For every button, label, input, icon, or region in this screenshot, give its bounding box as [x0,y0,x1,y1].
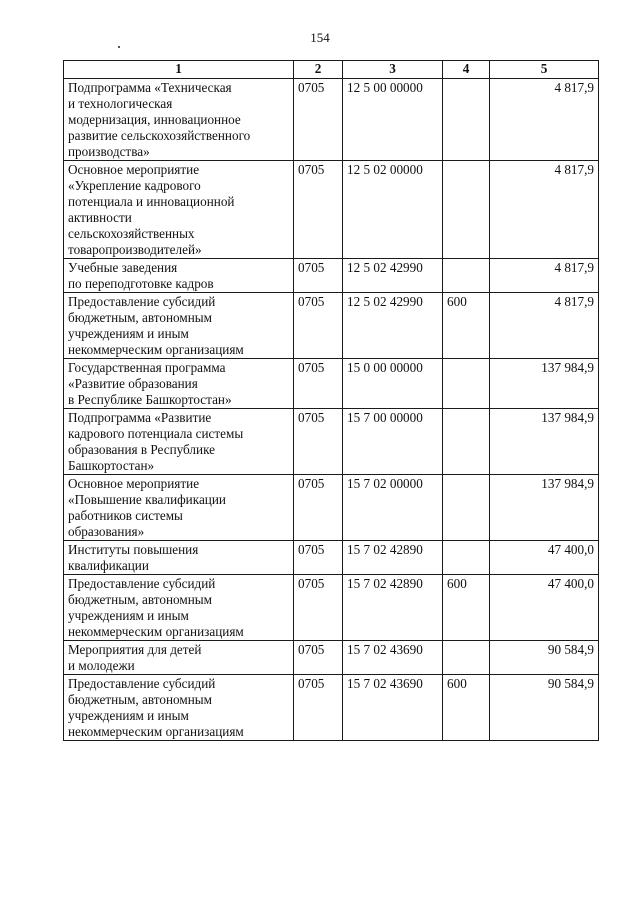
row-name-line: учреждениям и иным [68,708,189,723]
row-name-line: производства» [68,144,150,159]
section-code-cell: 0705 [294,409,343,475]
amount-cell: 4 817,9 [490,79,599,161]
row-name-line: товаропроизводителей» [68,242,202,257]
column-header-5: 5 [490,61,599,79]
column-header-2: 2 [294,61,343,79]
row-name-cell [64,475,294,541]
table-row [64,79,599,161]
row-name-line: Башкортостан» [68,458,155,473]
table-row [64,293,599,359]
expense-type-cell [443,409,490,475]
row-name-line: «Повышение квалификации [68,492,226,507]
row-name-cell [64,575,294,641]
row-name-line: «Развитие образования [68,376,198,391]
column-header-1: 1 [64,61,294,79]
amount-cell: 4 817,9 [490,259,599,293]
row-name-cell [64,641,294,675]
section-code-cell: 0705 [294,475,343,541]
row-name-cell [64,79,294,161]
row-name-line: бюджетным, автономным [68,310,212,325]
expense-type-cell [443,641,490,675]
expense-type-cell: 600 [443,293,490,359]
column-header-3: 3 [343,61,443,79]
target-code-cell: 15 7 02 43690 [343,675,443,741]
row-name-cell [64,409,294,475]
amount-cell: 4 817,9 [490,293,599,359]
section-code-cell: 0705 [294,79,343,161]
amount-cell: 47 400,0 [490,541,599,575]
expense-type-cell [443,161,490,259]
row-name-line: «Укрепление кадрового [68,178,201,193]
row-name-line: некоммерческим организациям [68,724,244,739]
row-name-line: Учебные заведения [68,260,178,275]
amount-cell: 137 984,9 [490,359,599,409]
amount-cell: 137 984,9 [490,409,599,475]
row-name-line: некоммерческим организациям [68,342,244,357]
section-code-cell: 0705 [294,675,343,741]
row-name-line: кадрового потенциала системы [68,426,244,441]
page-number: 154 [310,30,330,45]
row-name-line: образования в Республике [68,442,216,457]
row-name-line: Основное мероприятие [68,162,200,177]
row-name-line: бюджетным, автономным [68,692,212,707]
table-row [64,541,599,575]
row-name-line: бюджетным, автономным [68,592,212,607]
target-code-cell: 15 7 02 42890 [343,541,443,575]
row-name-line: некоммерческим организациям [68,624,244,639]
section-code-cell: 0705 [294,259,343,293]
expense-type-cell [443,259,490,293]
row-name-line: Предоставление субсидий [68,576,216,591]
row-name-line: Мероприятия для детей [68,642,202,657]
row-name-line: образования» [68,524,145,539]
row-name-line: и молодежи [68,658,135,673]
row-name-line: учреждениям и иным [68,326,189,341]
amount-cell: 4 817,9 [490,161,599,259]
expense-type-cell: 600 [443,575,490,641]
expense-type-cell [443,359,490,409]
section-code-cell: 0705 [294,359,343,409]
row-name-line: квалификации [68,558,149,573]
expense-type-cell [443,79,490,161]
row-name-cell [64,675,294,741]
table-row [64,675,599,741]
table-row [64,259,599,293]
row-name-line: Предоставление субсидий [68,294,216,309]
amount-cell: 137 984,9 [490,475,599,541]
section-code-cell: 0705 [294,541,343,575]
target-code-cell: 12 5 00 00000 [343,79,443,161]
row-name-line: Подпрограмма «Техническая [68,80,232,95]
table-body [64,79,599,741]
table-row [64,641,599,675]
expense-type-cell: 600 [443,675,490,741]
row-name-cell [64,293,294,359]
row-name-line: и технологическая [68,96,173,111]
row-name-cell [64,541,294,575]
table-row [64,475,599,541]
expense-type-cell [443,475,490,541]
row-name-line: потенциала и инновационной [68,194,235,209]
target-code-cell: 12 5 02 00000 [343,161,443,259]
row-name-line: Основное мероприятие [68,476,200,491]
row-name-line: Предоставление субсидий [68,676,216,691]
target-code-cell: 15 0 00 00000 [343,359,443,409]
row-name-cell [64,259,294,293]
row-name-line: Подпрограмма «Развитие [68,410,212,425]
row-name-line: учреждениям и иным [68,608,189,623]
row-name-line: активности [68,210,132,225]
scan-speck [118,46,120,48]
row-name-line: сельскохозяйственных [68,226,195,241]
row-name-line: по переподготовке кадров [68,276,214,291]
target-code-cell: 15 7 02 00000 [343,475,443,541]
section-code-cell: 0705 [294,293,343,359]
table-row [64,359,599,409]
row-name-cell [64,161,294,259]
section-code-cell: 0705 [294,641,343,675]
row-name-line: работников системы [68,508,183,523]
table-row [64,575,599,641]
target-code-cell: 15 7 00 00000 [343,409,443,475]
target-code-cell: 15 7 02 42890 [343,575,443,641]
amount-cell: 90 584,9 [490,675,599,741]
budget-table [63,60,599,741]
row-name-cell [64,359,294,409]
row-name-line: развитие сельскохозяйственного [68,128,251,143]
target-code-cell: 12 5 02 42990 [343,259,443,293]
row-name-line: в Республике Башкортостан» [68,392,232,407]
target-code-cell: 15 7 02 43690 [343,641,443,675]
table-row [64,409,599,475]
section-code-cell: 0705 [294,161,343,259]
target-code-cell: 12 5 02 42990 [343,293,443,359]
row-name-line: модернизация, инновационное [68,112,241,127]
amount-cell: 90 584,9 [490,641,599,675]
expense-type-cell [443,541,490,575]
row-name-line: Государственная программа [68,360,226,375]
table-row [64,161,599,259]
section-code-cell: 0705 [294,575,343,641]
amount-cell: 47 400,0 [490,575,599,641]
column-header-4: 4 [443,61,490,79]
row-name-line: Институты повышения [68,542,199,557]
table-header-row [64,61,599,79]
